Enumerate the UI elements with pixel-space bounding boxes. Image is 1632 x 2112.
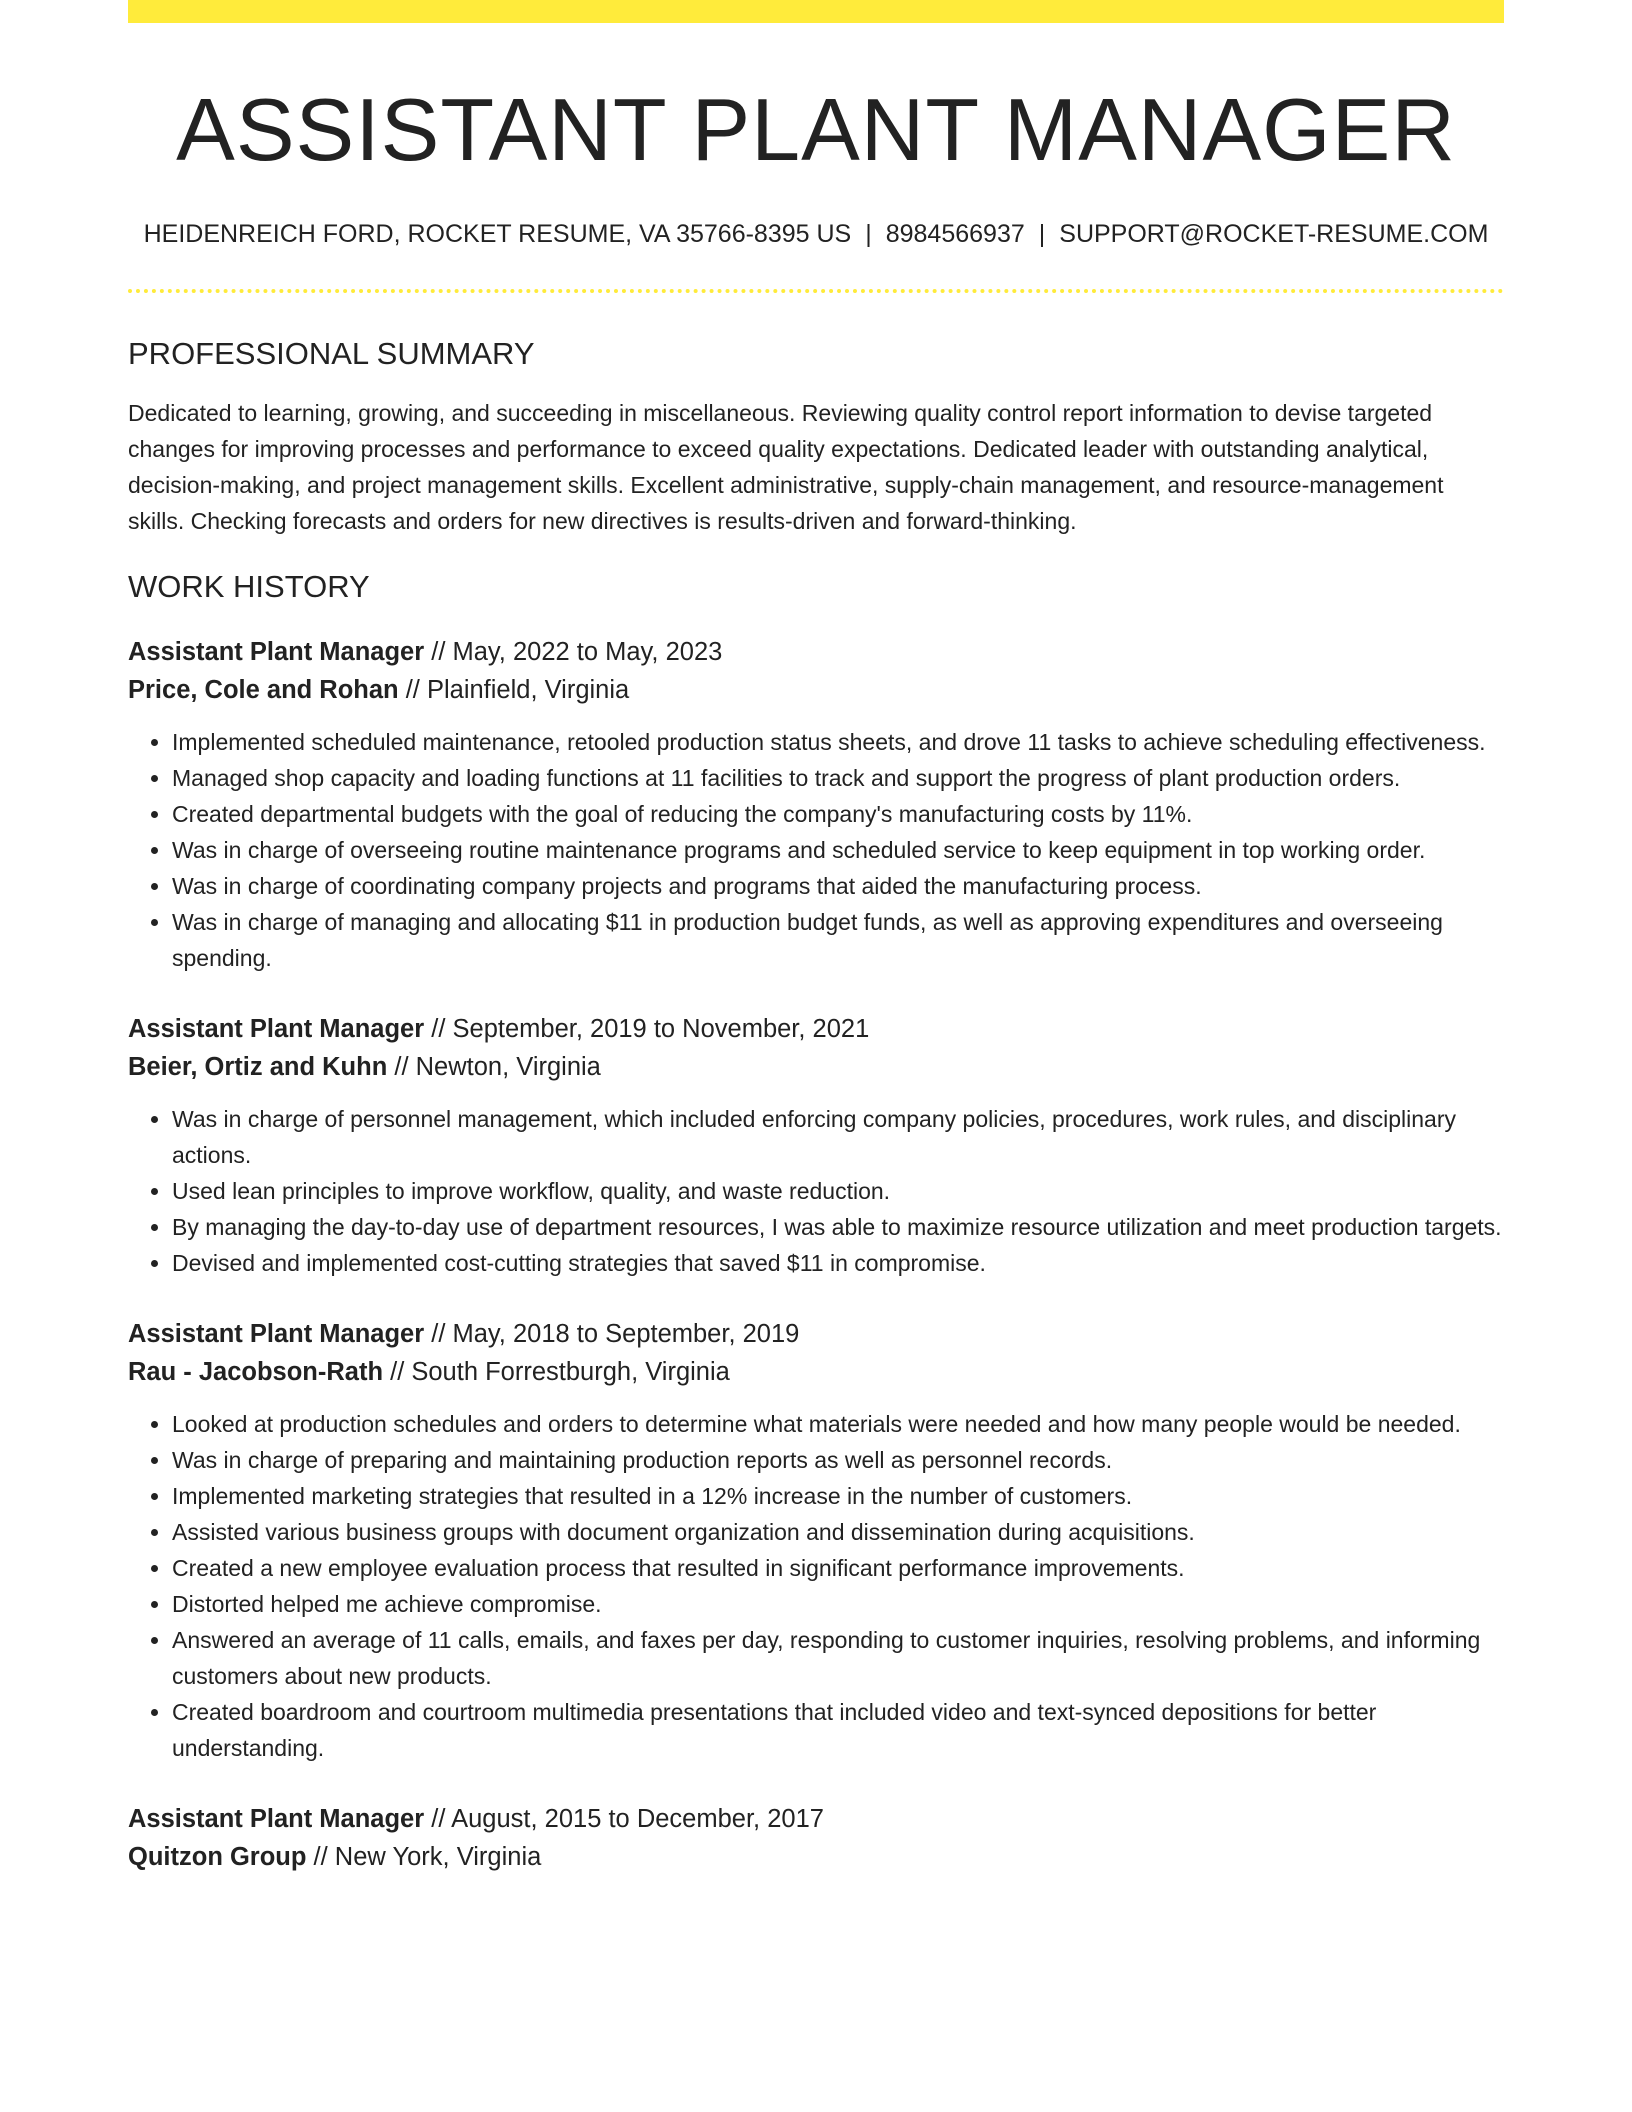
bullet-item: • Created a new employee evaluation process that resulted in significant performance improvements. <box>172 1550 1504 1586</box>
dotted-divider <box>128 289 1504 293</box>
bullet-item: • Was in charge of coordinating company projects and programs that aided the manufacturing process. <box>172 868 1504 904</box>
job-dates: // September, 2019 to November, 2021 <box>424 1015 870 1043</box>
bullet-item: • Devised and implemented cost-cutting strategies that saved $11 in compromise. <box>172 1245 1504 1281</box>
job-location: // Newton, Virginia <box>387 1053 601 1081</box>
job-location: // New York, Virginia <box>306 1843 542 1871</box>
resume-page <box>128 0 1504 1876</box>
bullet-item: • Created boardroom and courtroom multimedia presentations that included video and text-synced depositions for better understanding. <box>172 1694 1504 1766</box>
job-role: Assistant Plant Manager <box>128 638 425 666</box>
job-entry <box>128 633 1504 976</box>
job-company-line <box>128 1838 1504 1876</box>
job-company-line <box>128 1353 1504 1391</box>
job-location: // South Forrestburgh, Virginia <box>383 1358 730 1386</box>
job-title-line <box>128 633 1504 671</box>
bullet-item: • Answered an average of 11 calls, emails, and faxes per day, responding to customer inquiries, resolving problems, and informing customers about new products. <box>172 1622 1504 1694</box>
bullet-item: • Used lean principles to improve workflow, quality, and waste reduction. <box>172 1173 1504 1209</box>
bullet-item: • Was in charge of overseeing routine maintenance programs and scheduled service to keep equipment in top working order. <box>172 832 1504 868</box>
bullet-item: • By managing the day-to-day use of department resources, I was able to maximize resource utilization and meet production targets. <box>172 1209 1504 1245</box>
job-dates: // May, 2018 to September, 2019 <box>424 1320 800 1348</box>
work-history-heading: WORK HISTORY <box>128 569 370 604</box>
job-dates: // May, 2022 to May, 2023 <box>424 638 723 666</box>
job-entry <box>128 1315 1504 1766</box>
contact-separator: | <box>865 220 872 248</box>
bullet-item: • Was in charge of managing and allocating $11 in production budget funds, as well as approving expenditures and overseeing spending. <box>172 904 1504 976</box>
bullet-item: • Created departmental budgets with the goal of reducing the company's manufacturing costs by 11%. <box>172 796 1504 832</box>
job-role: Assistant Plant Manager <box>128 1805 425 1833</box>
contact-address: HEIDENREICH FORD, ROCKET RESUME, VA 35766-8395 US <box>143 220 852 248</box>
job-company-line <box>128 1048 1504 1086</box>
contact-email: SUPPORT@ROCKET-RESUME.COM <box>1059 220 1489 248</box>
job-company-line <box>128 671 1504 709</box>
bullet-item: • Implemented scheduled maintenance, retooled production status sheets, and drove 11 tasks to achieve scheduling effectiveness. <box>172 724 1504 760</box>
resume-title: ASSISTANT PLANT MANAGER <box>176 80 1456 179</box>
job-dates: // August, 2015 to December, 2017 <box>424 1805 824 1833</box>
job-company: Rau - Jacobson-Rath <box>128 1358 384 1386</box>
bullet-item: • Was in charge of preparing and maintaining production reports as well as personnel records. <box>172 1442 1504 1478</box>
work-history-list <box>128 633 1504 1876</box>
job-entry <box>128 1800 1504 1876</box>
bullet-item: • Managed shop capacity and loading functions at 11 facilities to track and support the progress of plant production orders. <box>172 760 1504 796</box>
job-title-line <box>128 1010 1504 1048</box>
job-entry <box>128 1010 1504 1281</box>
contact-separator: | <box>1038 220 1046 248</box>
job-role: Assistant Plant Manager <box>128 1320 425 1348</box>
bullet-item: • Implemented marketing strategies that resulted in a 12% increase in the number of customers. <box>172 1478 1504 1514</box>
job-role: Assistant Plant Manager <box>128 1015 425 1043</box>
job-location: // Plainfield, Virginia <box>398 676 630 704</box>
job-company: Beier, Ortiz and Kuhn <box>128 1053 388 1081</box>
job-company: Price, Cole and Rohan <box>128 676 399 704</box>
job-bullets <box>128 1101 1504 1281</box>
job-title-line <box>128 1800 1504 1838</box>
summary-heading: PROFESSIONAL SUMMARY <box>128 336 535 371</box>
job-title-line <box>128 1315 1504 1353</box>
contact-phone: 8984566937 <box>885 220 1025 248</box>
job-company: Quitzon Group <box>128 1843 307 1871</box>
job-bullets <box>128 1406 1504 1766</box>
summary-text: Dedicated to learning, growing, and succeeding in miscellaneous. Reviewing quality control report information to devise targeted changes for improving processes and performance to exceed quality expectations. Dedicated leader with outstanding analytical, decision-making, and project management skills. Excellent administrative, supply-chain management, and resource-management skills. Checking forecasts and orders for new directives is results-driven and forward-thinking. <box>128 400 1444 534</box>
job-bullets <box>128 724 1504 976</box>
bullet-item: • Looked at production schedules and orders to determine what materials were needed and how many people would be needed. <box>172 1406 1504 1442</box>
bullet-item: • Was in charge of personnel management, which included enforcing company policies, procedures, work rules, and disciplinary actions. <box>172 1101 1504 1173</box>
bullet-item: • Distorted helped me achieve compromise. <box>172 1586 1504 1622</box>
contact-line <box>128 216 1504 252</box>
bullet-item: • Assisted various business groups with document organization and dissemination during acquisitions. <box>172 1514 1504 1550</box>
